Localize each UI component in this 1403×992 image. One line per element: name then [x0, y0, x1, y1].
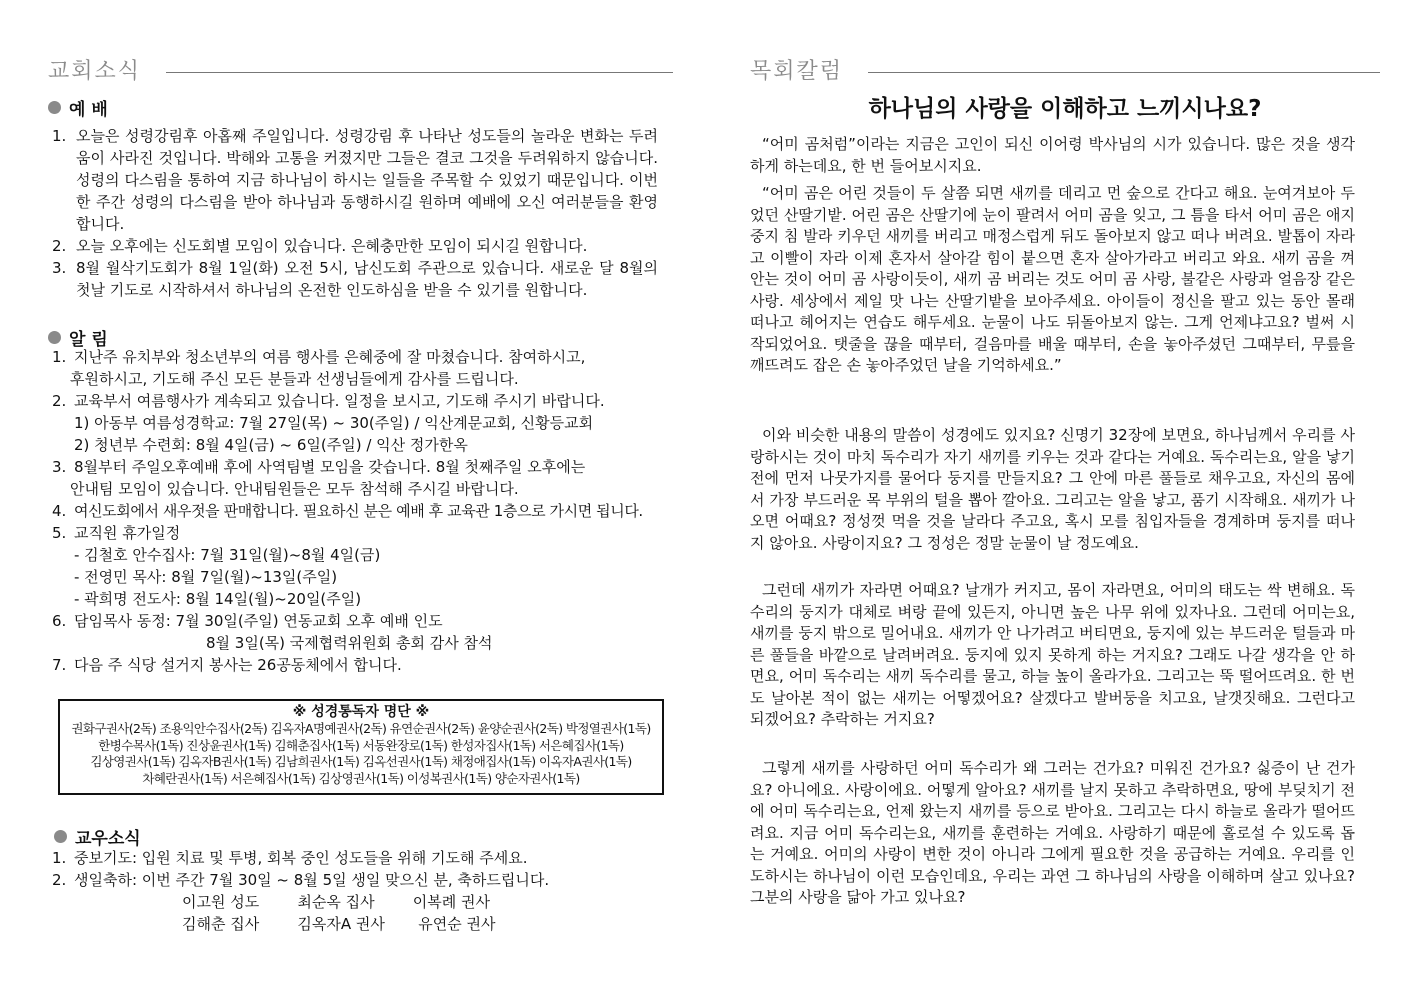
members-heading [54, 824, 141, 849]
sub-item: 1) 아동부 여름성경학교: 7월 27일(목) ~ 30(주일) / 익산계문교회, 신황등교회 [74, 414, 594, 432]
header-rule [166, 72, 673, 73]
members-title: 교우소식 [75, 829, 141, 849]
column-paragraph: 그런데 새끼가 자라면 어때요? 날개가 커지고, 몸이 자라면요, 어미의 태도는 싹 변해요. 독수리의 둥지가 대체로 벼랑 끝에 있든지, 아니면 높은 나무 위에 있자나요. 그런데 어미는요, 새끼를 둥지 밖으로 밀어내요. 새끼가 안 나가려고 버티면요, 둥지에 있는 부드러운 털들과 마른 풀들을 바깥으로 날려버려요. 둥지에 있지 못하게 하는 거지요? 그래도 나갈 생각을 안 하면요, 어미 독수리는 새끼 독수리를 물고, 하늘 높이 올라가요. 그리고는 뚝 떨어뜨려요. 한 번도 날아본 적이 없는 새끼는 어떻겠어요? 살겠다고 발버둥을 치고요, 날갯짓해요. 그런다고 되겠어요? 추락하는 거지요? [750, 581, 1355, 728]
church-news-title: 교회소식 [48, 59, 142, 84]
list-item [52, 125, 658, 235]
sub-item: - 전영민 목사: 8월 7일(월)~13일(주일) [74, 568, 338, 586]
bible-readers-line: 한병수목사(1독) 진상윤권사(1독) 김해춘집사(1독) 서동완장로(1독) 한성자집사(1독) 서은혜집사(1독) [98, 737, 624, 753]
list-item: 3. 8월부터 주일오후예배 후에 사역팀별 모임을 갖습니다. 8월 첫째주일 오후에는 [52, 456, 673, 478]
list-item: 4. 여신도회에서 새우젓을 판매합니다. 필요하신 분은 예배 후 교육관 1층으로 가시면 됩니다. [52, 500, 673, 522]
sub-item: 2) 청년부 수련회: 8월 4일(금) ~ 6일(주일) / 익산 정가한옥 [74, 436, 468, 454]
sub-item: 8월 3일(목) 국제협력위원회 총회 감사 참석 [206, 634, 493, 652]
birthday-names: 이고원 성도 최순옥 집사 이복례 권사 [182, 893, 490, 911]
item-text: 후원하시고, 기도해 주신 모든 분들과 선생님들에게 감사를 드립니다. [70, 370, 519, 388]
bible-readers-line: 권화구권사(2독) 조용익안수집사(2독) 김옥자A명예권사(2독) 유연순권사(2독) 윤양순권사(2독) 박정열권사(1독) [71, 721, 651, 736]
notice-list [52, 346, 673, 676]
item-text: 중보기도: 입원 치료 및 투병, 회복 중인 성도들을 위해 기도해 주세요. [74, 849, 528, 867]
bible-readers-title: ※ 성경통독자 명단 ※ [292, 704, 430, 720]
list-item: 7. 다음 주 식당 설거지 봉사는 26공동체에서 합니다. [52, 654, 673, 676]
bullet-icon [48, 331, 61, 344]
list-item: 2. 생일축하: 이번 주간 7월 30일 ~ 8월 5일 생일 맞으신 분, 축하드립니다. [52, 869, 673, 891]
column-title: 하나님의 사랑을 이해하고 느끼시나요? [868, 96, 1262, 122]
list-item: 6. 담임목사 동정: 7월 30일(주일) 연동교회 오후 예배 인도 [52, 610, 673, 632]
left-page [48, 0, 673, 992]
church-news-header [48, 52, 673, 88]
list-item: 1. 중보기도: 입원 치료 및 투병, 회복 중인 성도들을 위해 기도해 주세요. [52, 847, 673, 869]
item-number: 1. [52, 127, 67, 145]
bible-readers-box [58, 699, 664, 795]
pastor-column-header [750, 52, 1360, 88]
item-text: 8월 월삭기도회가 8월 1일(화) 오전 5시, 남신도회 주관으로 있습니다. 새로운 달 8월의 첫날 기도로 시작하셔서 하나님의 온전한 인도하심을 받을 수 있기를 원합니다. [76, 259, 658, 299]
list-item [52, 257, 658, 301]
item-text: 생일축하: 이번 주간 7월 30일 ~ 8월 5일 생일 맞으신 분, 축하드립니다. [74, 871, 550, 889]
item-text: 안내팀 모임이 있습니다. 안내팀원들은 모두 참석해 주시길 바랍니다. [70, 480, 519, 498]
members-list [52, 847, 673, 935]
bible-readers-line: 차혜란권사(1독) 서은혜집사(1독) 김상영권사(1독) 이성복권사(1독) 양순자권사(1독) [142, 770, 580, 786]
item-text: 다음 주 식당 설거지 봉사는 26공동체에서 합니다. [74, 656, 402, 674]
sub-item: - 김철호 안수집사: 7월 31일(월)~8월 4일(금) [74, 546, 381, 564]
column-paragraph: “어미 곰은 어린 것들이 두 살쯤 되면 새끼를 데리고 먼 숲으로 간다고 해요. 눈여겨보아 두었던 산딸기밭. 어린 곰은 산딸기에 눈이 팔려서 어미 곰을 잊고, 그 틈을 타서 어미 곰은 애지중지 침 발라 키우던 새끼를 버리고 매정스럽게 뒤도 돌아보지 않고 떠나 버려요. 발톱이 자라고 이빨이 자라 이제 혼자서 살아갈 힘이 붙으면 혼자 살아가라고 버리고 와요. 새끼 곰을 껴안는 것이 어미 곰 사랑이듯이, 새끼 곰 버리는 것도 어미 곰 사랑, 불같은 사랑과 얼음장 같은 사랑. 세상에서 제일 맛 나는 산딸기밭을 보아주세요. 아이들이 정신을 팔고 있는 동안 몰래 떠나고 헤어지는 연습도 해두세요. 눈물이 나도 뒤돌아보지 않는. 그게 언제냐고요? 벌써 시작되었어요. 탯줄을 끊을 때부터, 걸음마를 배울 때부터, 손을 놓아주셨던 그때부터, 무릎을 깨뜨려도 잡은 손 놓아주었던 날을 기억하세요.” [750, 184, 1355, 374]
item-text: 오늘 오후에는 신도회별 모임이 있습니다. 은혜충만한 모임이 되시길 원합니다. [76, 237, 588, 255]
sub-item: - 곽희명 전도사: 8월 14일(월)~20일(주일) [74, 590, 362, 608]
item-text: 담임목사 동정: 7월 30일(주일) 연동교회 오후 예배 인도 [74, 612, 443, 630]
item-text: 교직원 휴가일정 [74, 524, 181, 542]
column-paragraph: 이와 비슷한 내용의 말씀이 성경에도 있지요? 신명기 32장에 보면요, 하나님께서 우리를 사랑하시는 것이 마치 독수리가 자기 새끼를 키우는 것과 같다는 거예요. 독수리는요, 알을 낳기 전에 먼저 나뭇가지를 물어다 둥지를 만들지요? 그 안에 마른 풀들로 채우고요, 자신의 몸에서 가장 부드러운 목 부위의 털을 뽑아 깔아요. 그리고는 알을 낳고, 품기 시작해요. 새끼가 나오면 어때요? 정성껏 먹을 것을 날라다 주고요, 혹시 모를 침입자들을 경계하며 둥지를 떠나지 않아요. 사랑이지요? 그 정성은 정말 눈물이 날 정도예요. [750, 426, 1355, 552]
column-paragraph: “어미 곰처럼”이라는 지금은 고인이 되신 이어령 박사님의 시가 있습니다. 많은 것을 생각하게 하는데요, 한 번 들어보시지요. [750, 135, 1355, 175]
list-item: 1. 지난주 유치부와 청소년부의 여름 행사를 은혜중에 잘 마쳤습니다. 참여하시고, [52, 346, 673, 368]
item-number: 3. [52, 259, 67, 277]
worship-title: 예 배 [69, 100, 108, 120]
list-item: 2. 교육부서 여름행사가 계속되고 있습니다. 일정을 보시고, 기도해 주시기 바랍니다. [52, 390, 673, 412]
bullet-icon [48, 101, 61, 114]
bible-readers-line: 김상영권사(1독) 김옥자B권사(1독) 김남희권사(1독) 김옥선권사(1독) 채정애집사(1독) 이옥자A권사(1독) [90, 754, 632, 769]
worship-heading [48, 95, 108, 120]
item-number: 2. [52, 237, 67, 255]
bullet-icon [54, 830, 67, 843]
column-paragraph: 그렇게 새끼를 사랑하던 어미 독수리가 왜 그러는 건가요? 미워진 건가요? 싫증이 난 건가요? 아니에요. 사랑이에요. 어떻게 알아요? 새끼를 날지 못하고 추락하면요, 땅에 부딪치기 전에 어미 독수리는요, 언제 왔는지 새끼를 등으로 받아요. 그리고는 다시 하늘로 올라가 떨어뜨려요. 지금 어미 독수리는요, 새끼를 훈련하는 거예요. 사랑하기 때문에 홀로설 수 있도록 돕는 거예요. 어미의 사랑이 변한 것이 아니라 그에게 필요한 것을 공급하는 거예요. 우리를 인도하시는 하나님이 이런 모습인데요, 우리는 과연 그 하나님의 사랑을 이해하며 살고 있나요? 그분의 사랑을 닮아 가고 있나요? [750, 759, 1355, 906]
item-text: 오늘은 성령강림후 아홉째 주일입니다. 성령강림 후 나타난 성도들의 놀라운 변화는 두려움이 사라진 것입니다. 박해와 고통을 커졌지만 그들은 결코 그것을 두려워하지 않습니다. 성령의 다스림을 통하여 지금 하나님이 하시는 일들을 주목할 수 있었기 때문입니다. 이번 한 주간 성령의 다스림을 받아 하나님과 동행하시길 원하며 예배에 오신 여러분들을 환영합니다. [76, 127, 658, 233]
birthday-names: 김해춘 집사 김옥자A 권사 유연순 권사 [182, 915, 496, 933]
header-rule [868, 72, 1380, 73]
item-text: 8월부터 주일오후예배 후에 사역팀별 모임을 갖습니다. 8월 첫째주일 오후에는 [74, 458, 586, 476]
list-item [52, 235, 658, 257]
notice-title: 알 림 [69, 330, 108, 350]
item-text: 여신도회에서 새우젓을 판매합니다. 필요하신 분은 예배 후 교육관 1층으로 가시면 됩니다. [74, 502, 643, 520]
worship-list [52, 125, 658, 301]
item-text: 교육부서 여름행사가 계속되고 있습니다. 일정을 보시고, 기도해 주시기 바랍니다. [74, 392, 605, 410]
list-item: 5. 교직원 휴가일정 [52, 522, 673, 544]
item-text: 지난주 유치부와 청소년부의 여름 행사를 은혜중에 잘 마쳤습니다. 참여하시고, [74, 348, 586, 366]
pastor-column-title: 목회칼럼 [750, 59, 844, 84]
right-page [750, 0, 1360, 992]
